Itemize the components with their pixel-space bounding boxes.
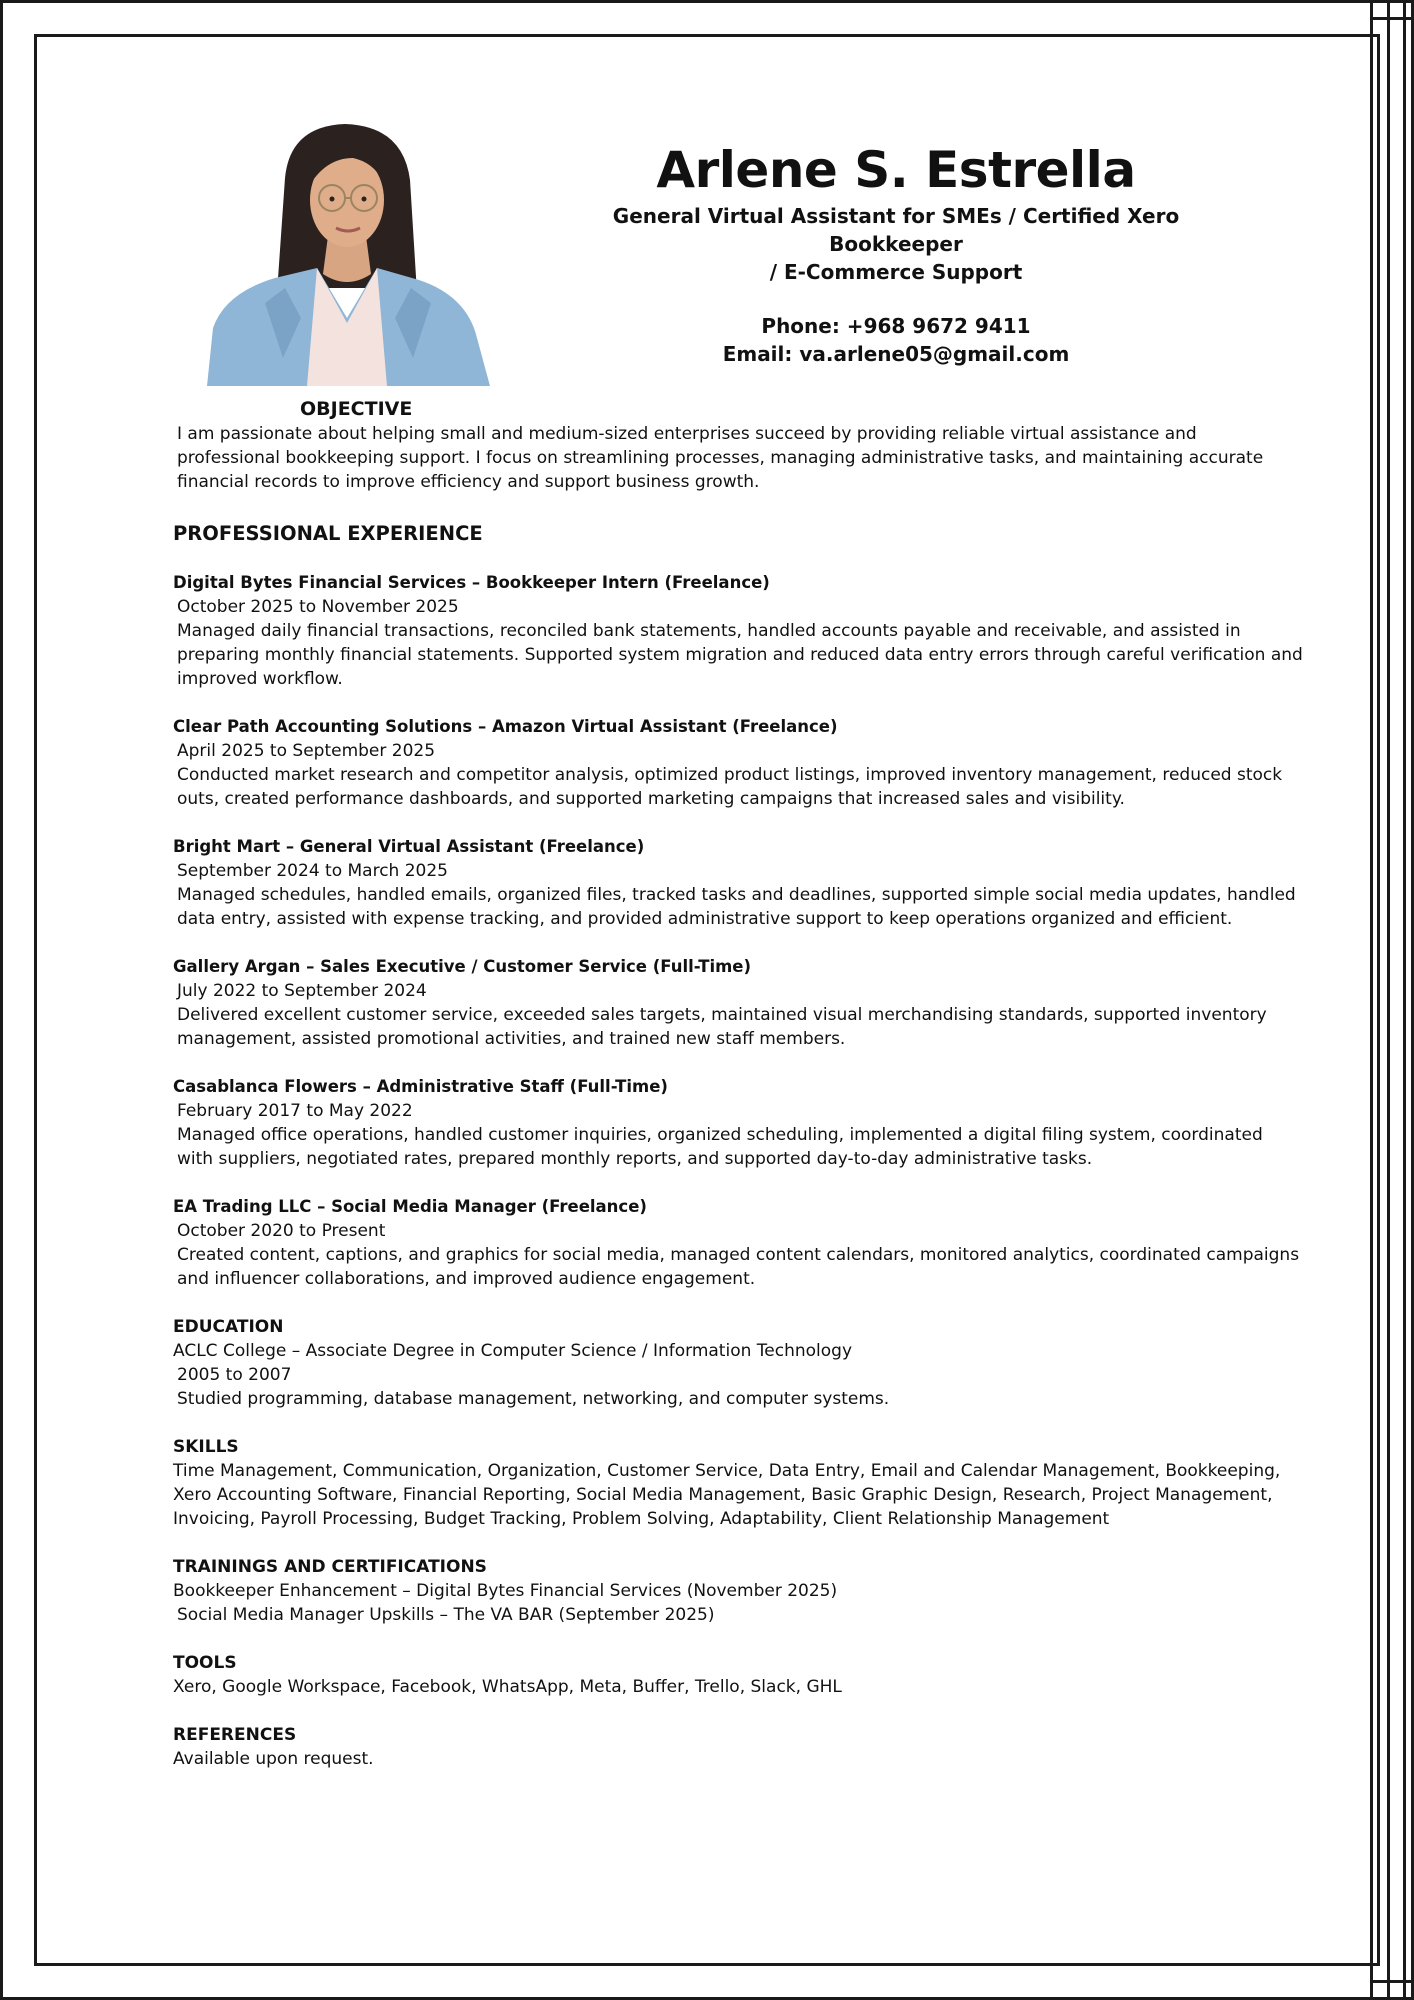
job-entry xyxy=(173,1075,1303,1171)
education-section xyxy=(173,1315,1303,1411)
experience-heading: PROFESSIONAL EXPERIENCE xyxy=(173,522,483,545)
job-dates: April 2025 to September 2025 xyxy=(177,741,436,761)
job-dates: September 2024 to March 2025 xyxy=(177,861,448,881)
trainings-section xyxy=(173,1555,1303,1627)
job-entry xyxy=(173,835,1303,931)
job-dates: October 2020 to Present xyxy=(177,1221,386,1241)
education-description: Studied programming, database management, networking, and computer systems. xyxy=(177,1389,890,1409)
job-dates: February 2017 to May 2022 xyxy=(177,1101,413,1121)
job-title: Digital Bytes Financial Services – Bookkeeper Intern (Freelance) xyxy=(173,573,770,592)
job-entry xyxy=(173,715,1303,811)
education-school: ACLC College – Associate Degree in Computer Science / Information Technology xyxy=(173,1341,853,1361)
trainings-heading: TRAININGS AND CERTIFICATIONS xyxy=(173,1557,487,1577)
job-dates: July 2022 to September 2024 xyxy=(177,981,427,1001)
job-description: Managed schedules, handled emails, organized files, tracked tasks and deadlines, supported simple social media updates, handled data entry, assisted with expense tracking, and provided administrative support to keep operations organized and efficient. xyxy=(177,885,1296,929)
job-description: Managed daily financial transactions, reconciled bank statements, handled accounts payable and receivable, and assisted in preparing monthly financial statements. Supported system migration and reduced data entry errors through careful verification and improved workflow. xyxy=(177,621,1303,689)
right-rule-2 xyxy=(1387,0,1390,2000)
portrait-illustration xyxy=(205,118,490,386)
job-title: Clear Path Accounting Solutions – Amazon Virtual Assistant (Freelance) xyxy=(173,717,838,736)
headline-line-1: General Virtual Assistant for SMEs / Certified Xero Bookkeeper xyxy=(612,204,1180,256)
skills-text: Time Management, Communication, Organization, Customer Service, Data Entry, Email and Calendar Management, Bookkeeping, Xero Accounting Software, Financial Reporting, Social Media Management, Basic Graphic Design, Research, Project Management, Invoicing, Payroll Processing, Budget Tracking, Problem Solving, Adaptability, Client Relationship Management xyxy=(173,1461,1281,1529)
job-entry xyxy=(173,955,1303,1051)
references-heading: REFERENCES xyxy=(173,1725,297,1745)
contact-block xyxy=(560,312,1232,368)
skills-heading: SKILLS xyxy=(173,1437,239,1457)
training-item: Social Media Manager Upskills – The VA BAR (September 2025) xyxy=(177,1605,715,1625)
references-section xyxy=(173,1723,1303,1771)
email-address: Email: va.arlene05@gmail.com xyxy=(722,342,1070,366)
objective-heading: OBJECTIVE xyxy=(300,398,413,420)
resume-body xyxy=(173,422,1303,1771)
job-entry xyxy=(173,1195,1303,1291)
job-description: Managed office operations, handled customer inquiries, organized scheduling, implemented a digital filing system, coordinated with suppliers, negotiated rates, prepared monthly reports, and supported day-to-day administrative tasks. xyxy=(177,1125,1263,1169)
tools-text: Xero, Google Workspace, Facebook, WhatsApp, Meta, Buffer, Trello, Slack, GHL xyxy=(173,1677,842,1697)
education-dates: 2005 to 2007 xyxy=(177,1365,292,1385)
job-title: Bright Mart – General Virtual Assistant (Freelance) xyxy=(173,837,645,856)
headline-line-2: / E-Commerce Support xyxy=(769,260,1023,284)
job-title: Casablanca Flowers – Administrative Staff (Full-Time) xyxy=(173,1077,668,1096)
candidate-name: Arlene S. Estrella xyxy=(656,141,1136,199)
job-dates: October 2025 to November 2025 xyxy=(177,597,459,617)
bottom-right-rule xyxy=(1370,1980,1414,1983)
skills-section xyxy=(173,1435,1303,1531)
objective-text: I am passionate about helping small and medium-sized enterprises succeed by providing reliable virtual assistance and professional bookkeeping support. I focus on streamlining processes, managing administrative tasks, and maintaining accurate financial records to improve efficiency and support business growth. xyxy=(177,424,1264,492)
profile-photo xyxy=(205,118,490,386)
training-item: Bookkeeper Enhancement – Digital Bytes Financial Services (November 2025) xyxy=(173,1581,838,1601)
tools-section xyxy=(173,1651,1303,1699)
tools-heading: TOOLS xyxy=(173,1653,237,1673)
right-rule-1 xyxy=(1370,0,1373,2000)
job-entry xyxy=(173,571,1303,691)
job-description: Conducted market research and competitor analysis, optimized product listings, improved inventory management, reduced stock outs, created performance dashboards, and supported marketing campaigns that increased sales and visibility. xyxy=(177,765,1283,809)
job-description: Created content, captions, and graphics for social media, managed content calendars, monitored analytics, coordinated campaigns and influencer collaborations, and improved audience engagement. xyxy=(177,1245,1300,1289)
references-text: Available upon request. xyxy=(173,1749,374,1769)
right-rule-3 xyxy=(1403,0,1406,2000)
job-description: Delivered excellent customer service, exceeded sales targets, maintained visual merchandising standards, supported inventory management, assisted promotional activities, and trained new staff members. xyxy=(177,1005,1267,1049)
phone-number: Phone: +968 9672 9411 xyxy=(761,314,1031,338)
top-right-rule xyxy=(1370,17,1414,20)
resume-header xyxy=(560,138,1232,368)
education-heading: EDUCATION xyxy=(173,1317,284,1337)
job-title: EA Trading LLC – Social Media Manager (Freelance) xyxy=(173,1197,647,1216)
job-title: Gallery Argan – Sales Executive / Customer Service (Full-Time) xyxy=(173,957,752,976)
